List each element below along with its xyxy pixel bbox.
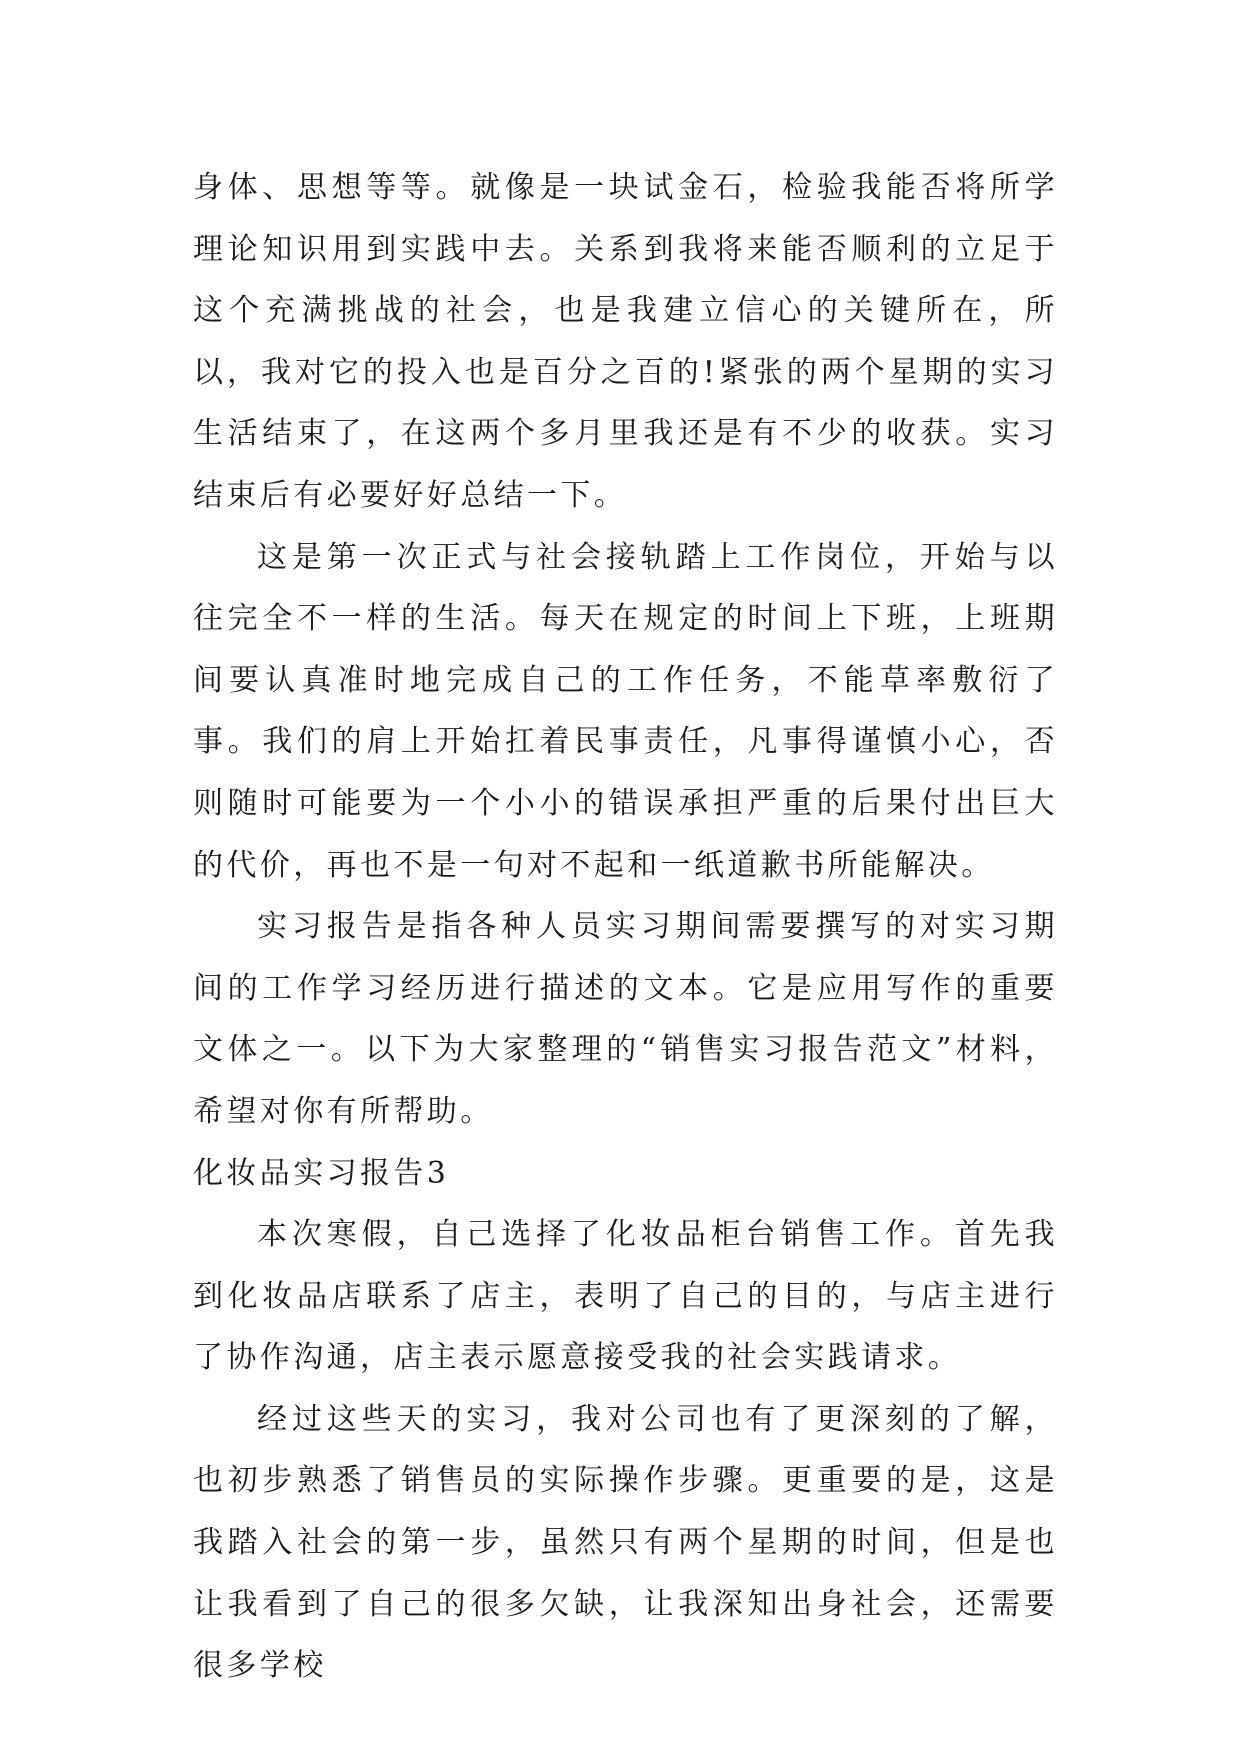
paragraph-report-intro: 实习报告是指各种人员实习期间需要撰写的对实习期间的工作学习经历进行描述的文本。它是应用写作的重要文体之一。以下为大家整理的“销售实习报告范文”材料，希望对你有所帮助。 — [193, 909, 1058, 1129]
paragraph-continuation: 身体、思想等等。就像是一块试金石，检验我能否将所学理论知识用到实践中去。关系到我将来能否顺利的立足于这个充满挑战的社会，也是我建立信心的关键所在，所以，我对它的投入也是百分之百的!紧张的两个星期的实习生活结束了，在这两个多月里我还是有不少的收获。实习结束后有必要好好总结一下。 — [193, 170, 1058, 513]
paragraph-work-life: 这是第一次正式与社会接轨踏上工作岗位，开始与以往完全不一样的生活。每天在规定的时间上下班，上班期间要认真准时地完成自己的工作任务，不能草率敷衍了事。我们的肩上开始扛着民事责任，凡事得谨慎小心，否则随时可能要为一个小小的错误承担严重的后果付出巨大的代价，再也不是一句对不起和一纸道歉书所能解决。 — [193, 539, 1058, 883]
section-heading: 化妆品实习报告3 — [193, 1155, 450, 1191]
paragraph-internship-reflection: 经过这些天的实习，我对公司也有了更深刻的了解，也初步熟悉了销售员的实际操作步骤。更重要的是，这是我踏入社会的第一步，虽然只有两个星期的时间，但是也让我看到了自己的很多欠缺，让我深知出身社会，还需要很多学校 — [193, 1401, 1058, 1684]
document-body — [193, 157, 1058, 1697]
paragraph-winter-break: 本次寒假，自己选择了化妆品柜台销售工作。首先我到化妆品店联系了店主，表明了自己的目的，与店主进行了协作沟通，店主表示愿意接受我的社会实践请求。 — [193, 1217, 1058, 1376]
